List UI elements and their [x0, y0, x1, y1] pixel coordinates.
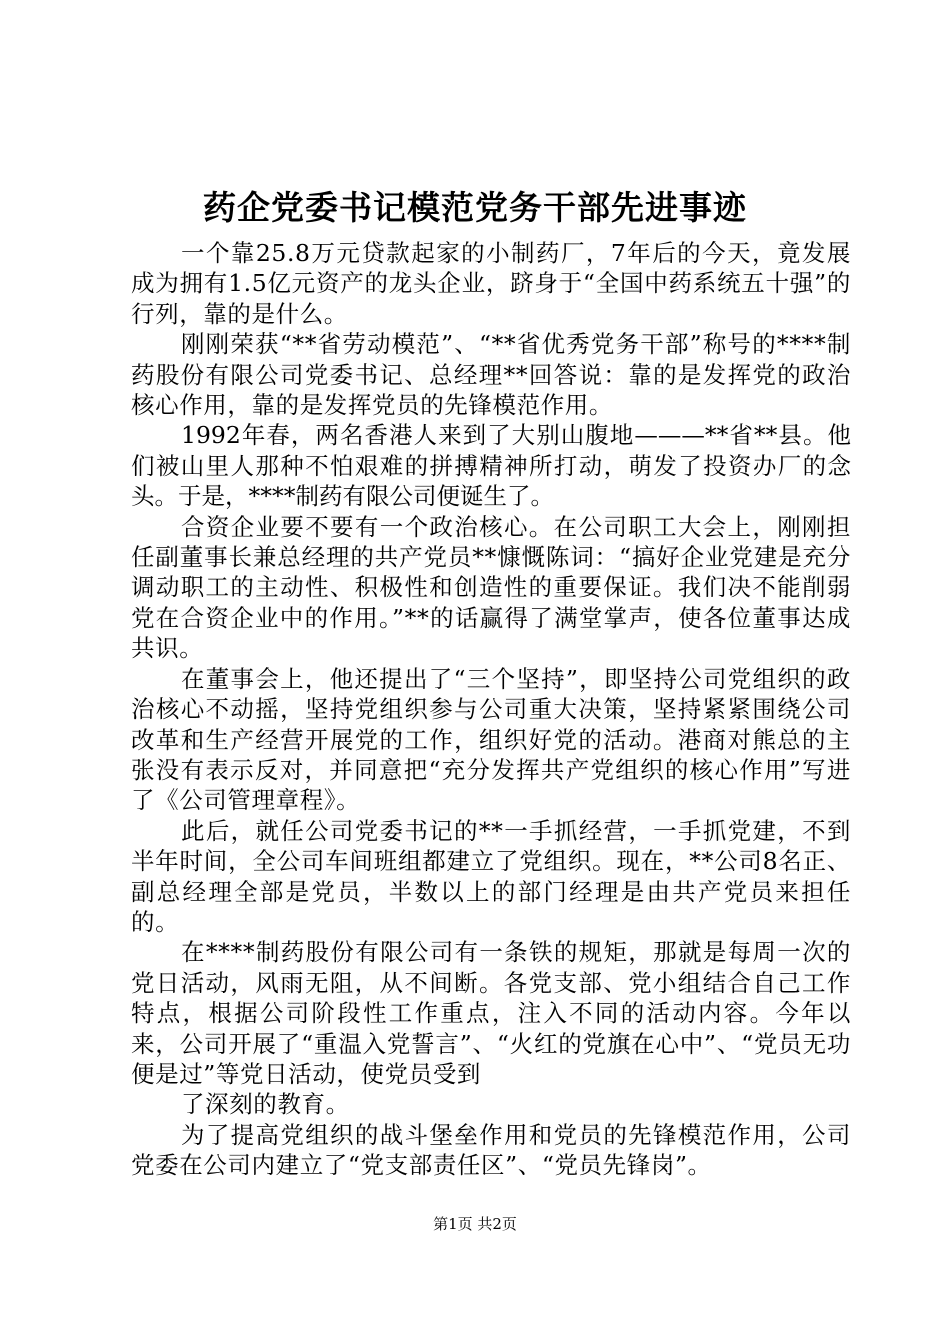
- paragraph: 为了提高党组织的战斗堡垒作用和党员的先锋模范作用，公司党委在公司内建立了“党支部责任区”、“党员先锋岗”。: [131, 1120, 851, 1180]
- paragraph: 了深刻的教育。: [181, 1090, 350, 1119]
- paragraph: 在****制药股份有限公司有一条铁的规矩，那就是每周一次的党日活动，风雨无阻，从不间断。各党支部、党小组结合自己工作特点，根据公司阶段性工作重点，注入不同的活动内容。今年以来，公司开展了“重温入党誓言”、“火红的党旗在心中”、“党员无功便是过”等党日活动，使党员受到: [131, 938, 851, 1088]
- paragraph: 一个靠25.8万元贷款起家的小制药厂，7年后的今天，竟发展成为拥有1.5亿元资产的龙头企业，跻身于“全国中药系统五十强”的行列，靠的是什么。: [131, 239, 851, 328]
- paragraph: 1992年春，两名香港人来到了大别山腹地———**省**县。他们被山里人那种不怕艰难的拼搏精神所打动，萌发了投资办厂的念头。于是，****制药有限公司便诞生了。: [131, 421, 851, 511]
- paragraph: 在董事会上，他还提出了“三个坚持”，即坚持公司党组织的政治核心不动摇，坚持党组织参与公司重大决策，坚持紧紧围绕公司改革和生产经营开展党的工作，组织好党的活动。港商对熊总的主张没有表示反对，并同意把“充分发挥共产党组织的核心作用”写进了《公司管理章程》。: [131, 664, 851, 815]
- page-footer: 第1页 共2页: [433, 1215, 517, 1233]
- paragraph: 此后，就任公司党委书记的**一手抓经营，一手抓党建，不到半年时间，全公司车间班组都建立了党组织。现在，**公司8名正、副总经理全部是党员，半数以上的部门经理是由共产党员来担任的。: [131, 816, 851, 936]
- document-body: [131, 238, 851, 1181]
- paragraph: 刚刚荣获“**省劳动模范”、“**省优秀党务干部”称号的****制药股份有限公司党委书记、总经理**回答说：靠的是发挥党的政治核心作用，靠的是发挥党员的先锋模范作用。: [131, 330, 851, 420]
- document-title: 药企党委书记模范党务干部先进事迹: [203, 188, 747, 227]
- paragraph: 合资企业要不要有一个政治核心。在公司职工大会上，刚刚担任副董事长兼总经理的共产党员**慷慨陈词：“搞好企业党建是充分调动职工的主动性、积极性和创造性的重要保证。我们决不能削弱党在合资企业中的作用。”**的话赢得了满堂掌声，使各位董事达成共识。: [131, 512, 851, 663]
